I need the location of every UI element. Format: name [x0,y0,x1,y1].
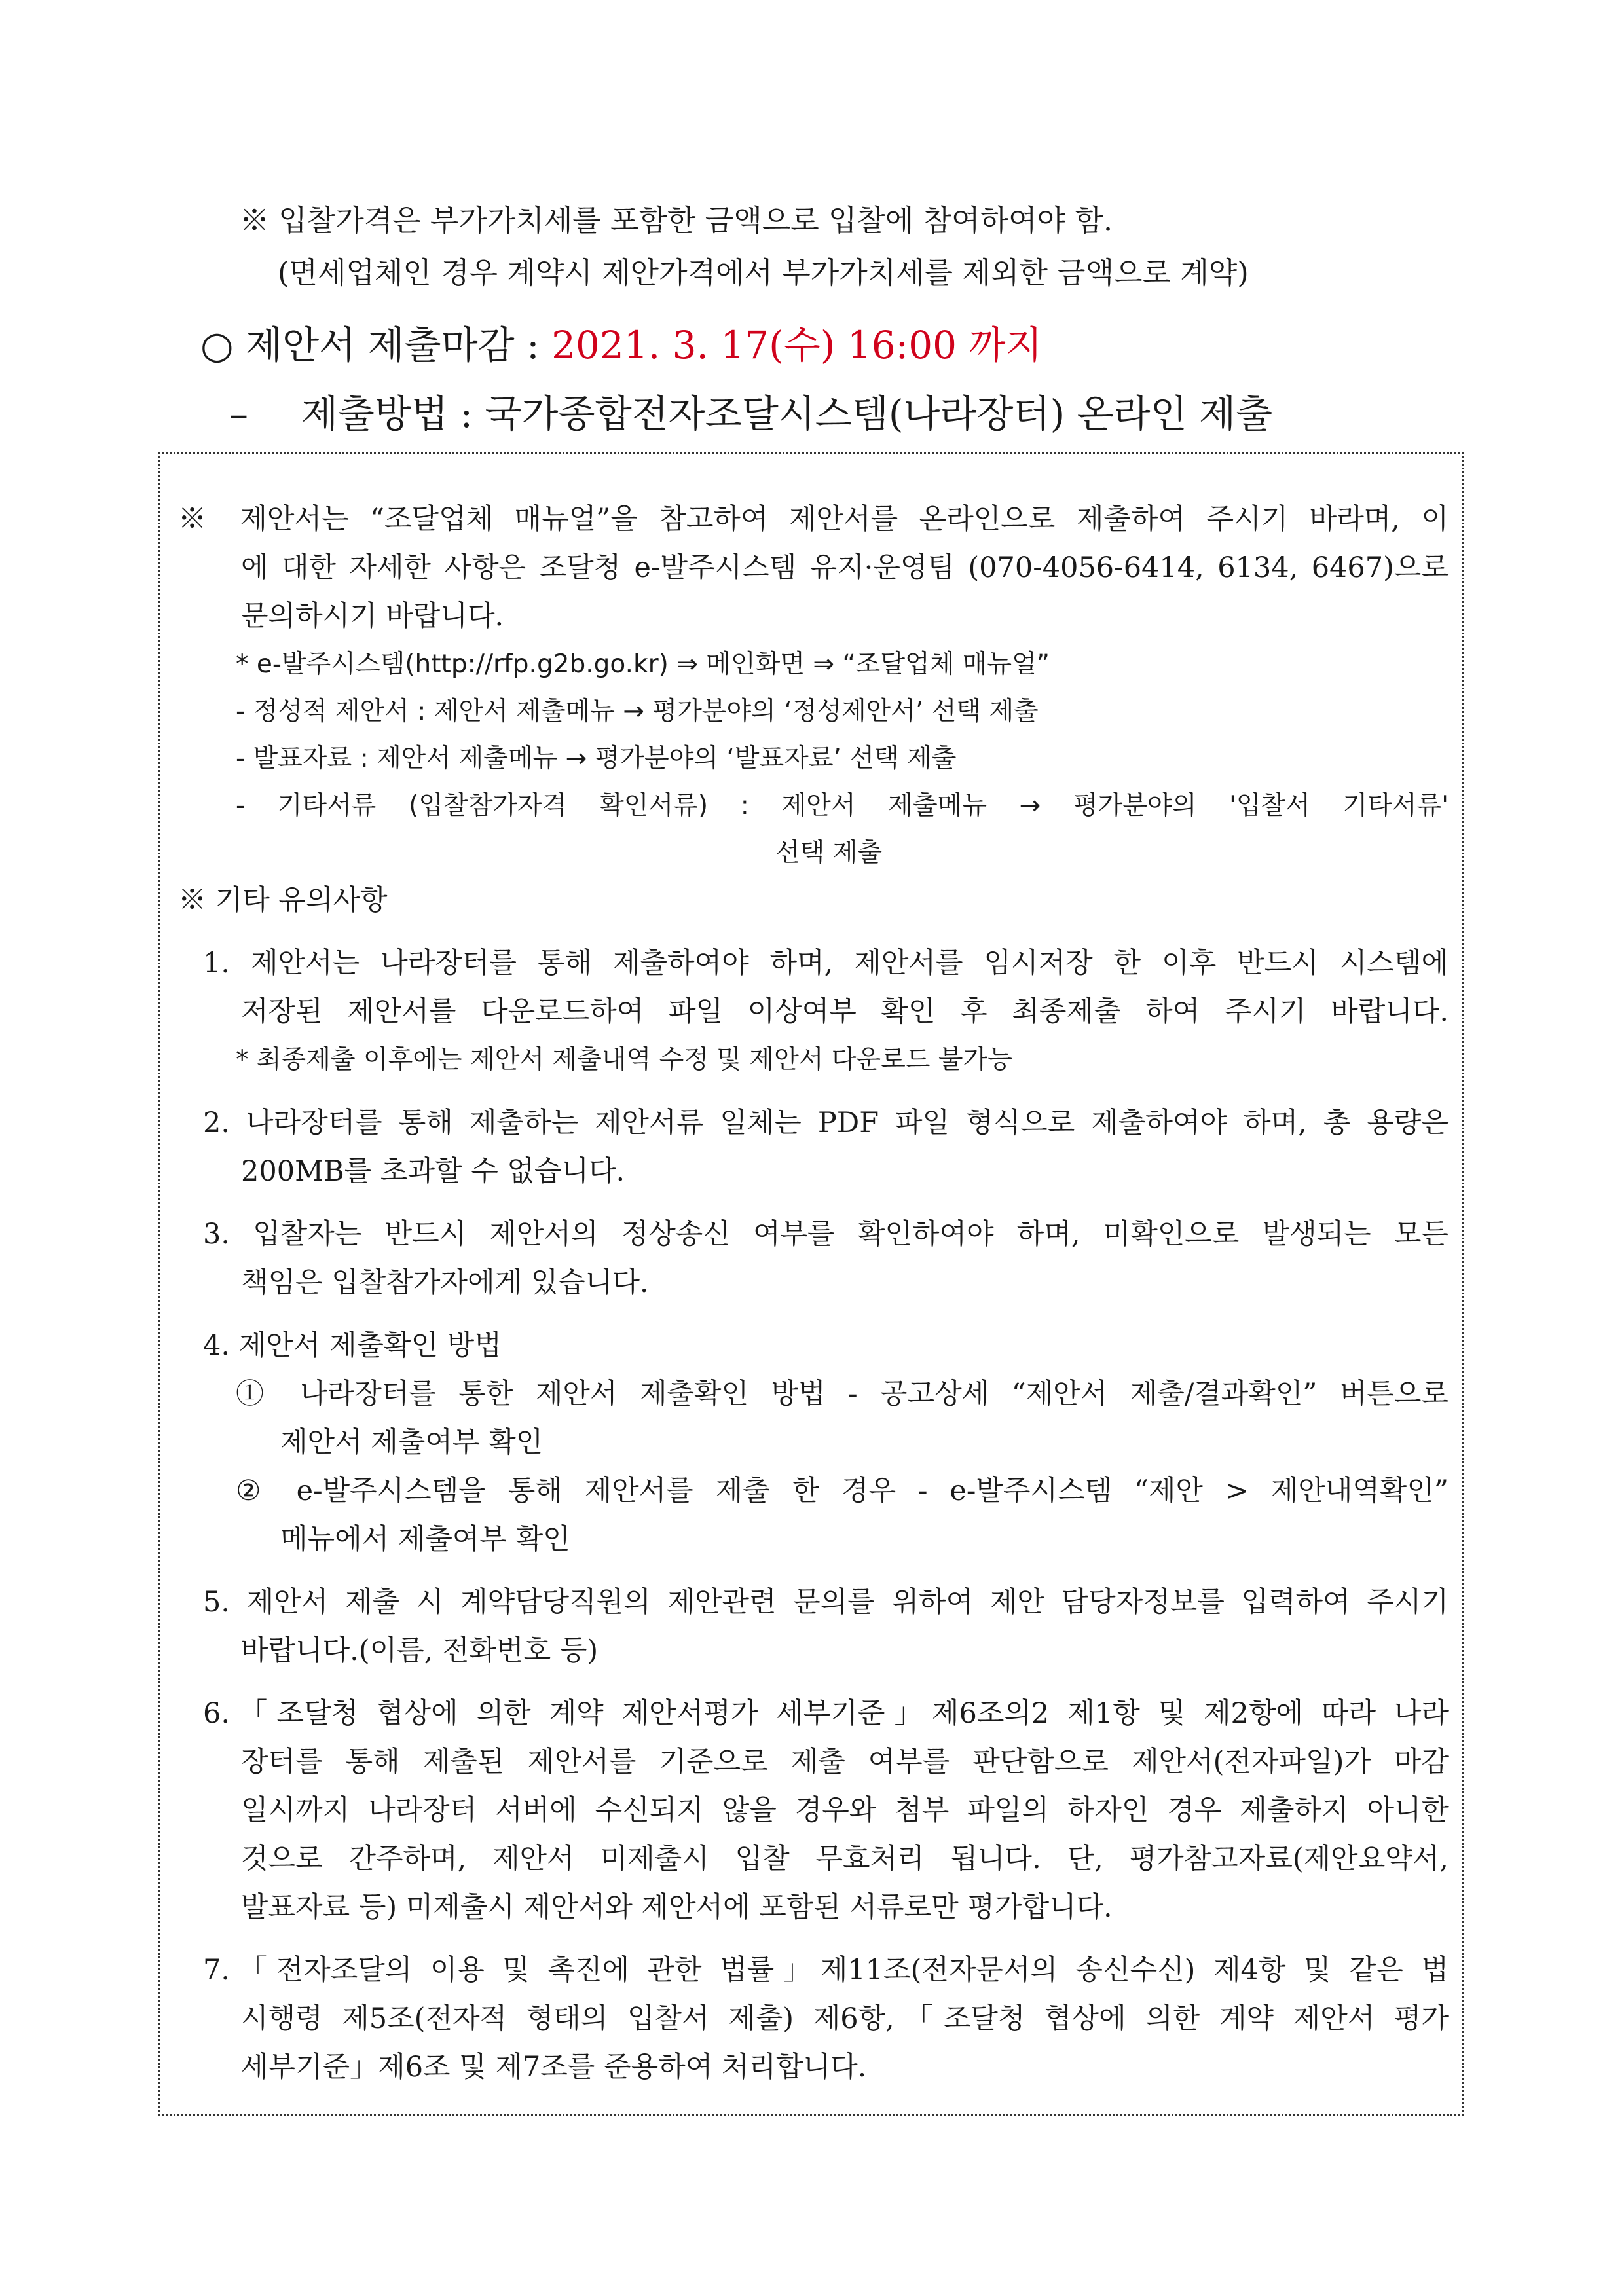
item5-line1: 5. 제안서 제출 시 계약담당직원의 제안관련 문의를 위하여 제안 담당자정보를 입력하여 주시기 [203,1586,1449,1619]
item3-line1: 3. 입찰자는 반드시 제안서의 정상송신 여부를 확인하여야 하며, 미확인으로 발생되는 모든 [203,1218,1449,1251]
intro-line-1: ※ 제안서는 “조달업체 매뉴얼”을 참고하여 제안서를 온라인으로 제출하여 주시기 바라며, 이 [178,503,1449,536]
etc-notes-title: ※ 기타 유의사항 [178,884,388,917]
intro-line-2: 에 대한 자세한 사항은 조달청 e-발주시스템 유지·운영팀 (070-4056-6414, 6134, 6467)으로 [241,551,1449,584]
item1-line1: 1. 제안서는 나라장터를 통해 제출하여야 하며, 제안서를 임시저장 한 이후 반드시 시스템에 [203,947,1449,980]
item1-line2: 저장된 제안서를 다운로드하여 파일 이상여부 확인 후 최종제출 하여 주시기 바랍니다. [241,995,1449,1028]
other-docs-note-cont: 선택 제출 [775,838,883,868]
item4-sub1-cont: 제안서 제출여부 확인 [280,1426,544,1459]
item6-line1: 6.「조달청 협상에 의한 계약 제안서평가 세부기준」제6조의2 제1항 및 제2항에 따라 나라 [203,1697,1449,1730]
submission-method [229,383,1272,438]
deadline-value: 2021. 3. 17(수) 16:00 까지 [551,323,1043,367]
item2-line1: 2. 나라장터를 통해 제출하는 제안서류 일체는 PDF 파일 형식으로 제출하여야 하며, 총 용량은 [203,1107,1449,1139]
item4-sub2-cont: 메뉴에서 제출여부 확인 [280,1523,570,1556]
item6-line2: 장터를 통해 제출된 제안서를 기준으로 제출 여부를 판단함으로 제안서(전자파일)가 마감 [241,1746,1449,1778]
item6-line3: 일시까지 나라장터 서버에 수신되지 않을 경우와 첨부 파일의 하자인 경우 제출하지 아니한 [241,1794,1449,1827]
item5-line2: 바랍니다.(이름, 전화번호 등) [241,1634,599,1667]
vat-note: ※ 입찰가격은 부가가치세를 포함한 금액으로 입찰에 참여하여야 함. [240,203,1113,238]
manual-path-note: * e-발주시스템(http://rfp.g2b.go.kr) ⇒ 메인화면 ⇒ “조달업체 매뉴얼” [236,650,1050,679]
tax-exempt-note: (면세업체인 경우 계약시 제안가격에서 부가가치세를 제외한 금액으로 계약) [278,255,1249,290]
item7-line3: 세부기준」제6조 및 제7조를 준용하여 처리합니다. [241,2051,867,2084]
item7-line1: 7.「전자조달의 이용 및 촉진에 관한 법률」제11조(전자문서의 송신수신) 제4항 및 같은 법 [203,1954,1449,1987]
method-text: 제출방법 : 국가종합전자조달시스템(나라장터) 온라인 제출 [301,392,1273,436]
notice-box [158,452,1464,2116]
item3-line2: 책임은 입찰참가자에게 있습니다. [241,1266,649,1299]
submission-deadline [200,314,1043,369]
qualitative-proposal-note: - 정성적 제안서 : 제안서 제출메뉴 → 평가분야의 ‘정성제안서’ 선택 제출 [236,697,1039,726]
item7-line2: 시행령 제5조(전자적 형태의 입찰서 제출) 제6항,「조달청 협상에 의한 계약 제안서 평가 [241,2002,1449,2035]
item6-line5: 발표자료 등) 미제출시 제안서와 제안서에 포함된 서류로만 평가합니다. [241,1891,1113,1924]
item1-note: * 최종제출 이후에는 제안서 제출내역 수정 및 제안서 다운로드 불가능 [236,1045,1012,1074]
item6-line4: 것으로 간주하며, 제안서 미제출시 입찰 무효처리 됩니다. 단, 평가참고자료(제안요약서, [241,1843,1449,1875]
other-docs-note: - 기타서류 (입찰참가자격 확인서류) : 제안서 제출메뉴 → 평가분야의 '입찰서 기타서류' [236,791,1449,820]
method-dash: – [229,392,248,436]
item4-sub2: ② e-발주시스템을 통해 제안서를 제출 한 경우 - e-발주시스템 “제안 > 제안내역확인” [236,1475,1449,1507]
item4-sub1: ① 나라장터를 통한 제안서 제출확인 방법 - 공고상세 “제안서 제출/결과확인” 버튼으로 [236,1378,1449,1410]
deadline-label: ○ 제안서 제출마감 : [200,323,552,367]
presentation-note: - 발표자료 : 제안서 제출메뉴 → 평가분야의 ‘발표자료’ 선택 제출 [236,744,957,773]
intro-line-3: 문의하시기 바랍니다. [241,600,504,633]
item2-line2: 200MB를 초과할 수 없습니다. [241,1155,625,1188]
item4-title: 4. 제안서 제출확인 방법 [203,1329,502,1362]
